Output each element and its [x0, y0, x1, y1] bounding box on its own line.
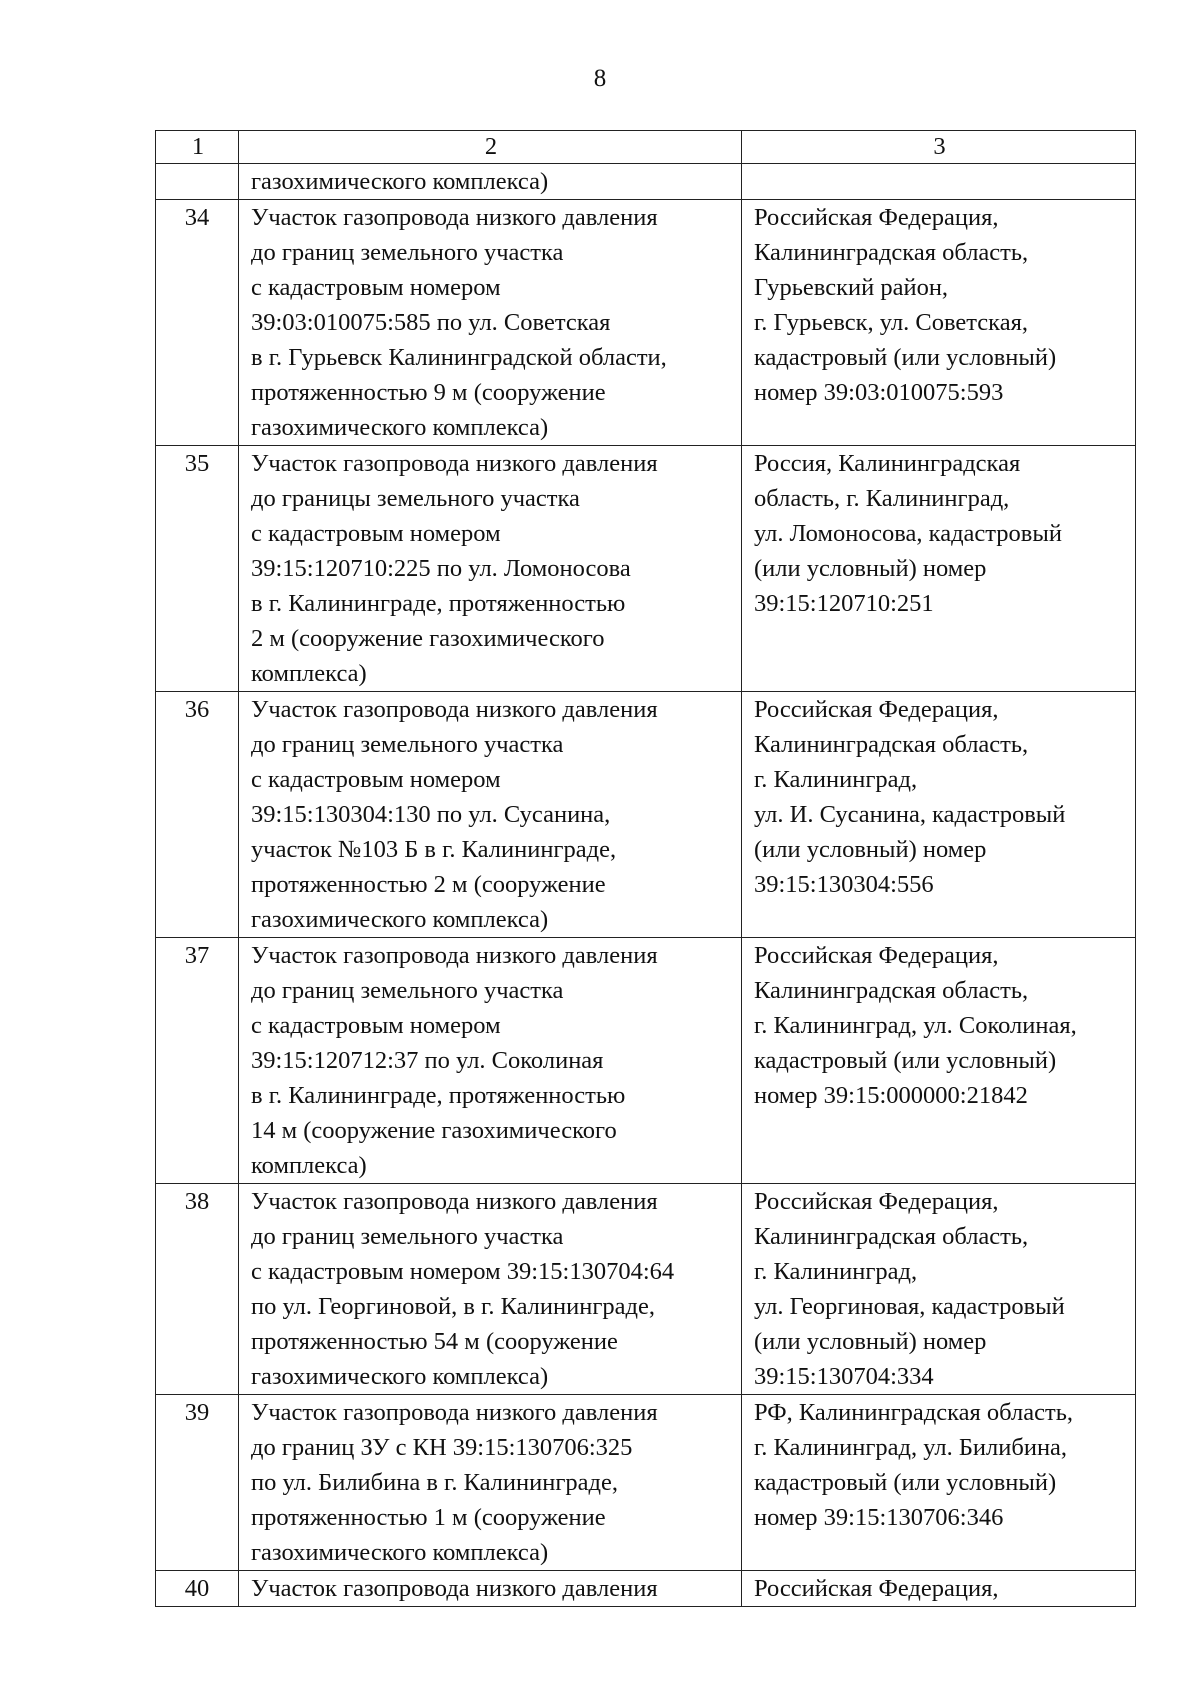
row-address: Российская Федерация, Калининградская область, г. Калининград, ул. Соколиная, кадастровый (или условный) номер 39:15:000000:21842: [742, 938, 1136, 1184]
row-description: Участок газопровода низкого давления до границ земельного участка с кадастровым номером 39:15:130704:64 по ул. Георгиновой, в г. Калининграде, протяженностью 54 м (сооружение газохимического комплекса): [239, 1184, 742, 1395]
header-col-1: 1: [156, 131, 239, 164]
row-description: Участок газопровода низкого давления до границы земельного участка с кадастровым номером 39:15:120710:225 по ул. Ломоносова в г. Калининграде, протяженностью 2 м (сооружение газохимического комплекса): [239, 446, 742, 692]
row-number: 34: [156, 200, 239, 446]
row-description: газохимического комплекса): [239, 164, 742, 200]
table-row: [156, 1184, 1136, 1395]
row-description: Участок газопровода низкого давления до границ земельного участка с кадастровым номером 39:15:120712:37 по ул. Соколиная в г. Калининграде, протяженностью 14 м (сооружение газохимического комплекса): [239, 938, 742, 1184]
table-row: [156, 1571, 1136, 1607]
row-address: Российская Федерация, Калининградская область, Гурьевский район, г. Гурьевск, ул. Советская, кадастровый (или условный) номер 39:03:010075:593: [742, 200, 1136, 446]
table-row: [156, 446, 1136, 692]
table-row: [156, 938, 1136, 1184]
row-address: РФ, Калининградская область, г. Калининград, ул. Билибина, кадастровый (или условный) номер 39:15:130706:346: [742, 1395, 1136, 1571]
row-address: Россия, Калининградская область, г. Калининград, ул. Ломоносова, кадастровый (или условный) номер 39:15:120710:251: [742, 446, 1136, 692]
row-number: 37: [156, 938, 239, 1184]
row-number: [156, 164, 239, 200]
row-number: 39: [156, 1395, 239, 1571]
row-description: Участок газопровода низкого давления до границ земельного участка с кадастровым номером 39:03:010075:585 по ул. Советская в г. Гурьевск Калининградской области, протяженностью 9 м (сооружение газохимического комплекса): [239, 200, 742, 446]
row-number: 35: [156, 446, 239, 692]
page-number: 8: [593, 65, 607, 92]
row-number: 36: [156, 692, 239, 938]
table-row: [156, 692, 1136, 938]
row-description: Участок газопровода низкого давления до границ земельного участка с кадастровым номером 39:15:130304:130 по ул. Сусанина, участок №103 Б в г. Калининграде, протяженностью 2 м (сооружение газохимического комплекса): [239, 692, 742, 938]
table-row: [156, 164, 1136, 200]
row-address: Российская Федерация,: [742, 1571, 1136, 1607]
row-address: Российская Федерация, Калининградская область, г. Калининград, ул. И. Сусанина, кадастровый (или условный) номер 39:15:130304:556: [742, 692, 1136, 938]
row-number: 40: [156, 1571, 239, 1607]
table-header-row: [156, 131, 1136, 164]
row-description: Участок газопровода низкого давления: [239, 1571, 742, 1607]
property-table: [155, 130, 1136, 1607]
row-number: 38: [156, 1184, 239, 1395]
table-row: [156, 200, 1136, 446]
row-address: Российская Федерация, Калининградская область, г. Калининград, ул. Георгиновая, кадастровый (или условный) номер 39:15:130704:334: [742, 1184, 1136, 1395]
header-col-3: 3: [742, 131, 1136, 164]
header-col-2: 2: [239, 131, 742, 164]
row-address: [742, 164, 1136, 200]
row-description: Участок газопровода низкого давления до границ ЗУ с КН 39:15:130706:325 по ул. Билибина в г. Калининграде, протяженностью 1 м (сооружение газохимического комплекса): [239, 1395, 742, 1571]
table-row: [156, 1395, 1136, 1571]
